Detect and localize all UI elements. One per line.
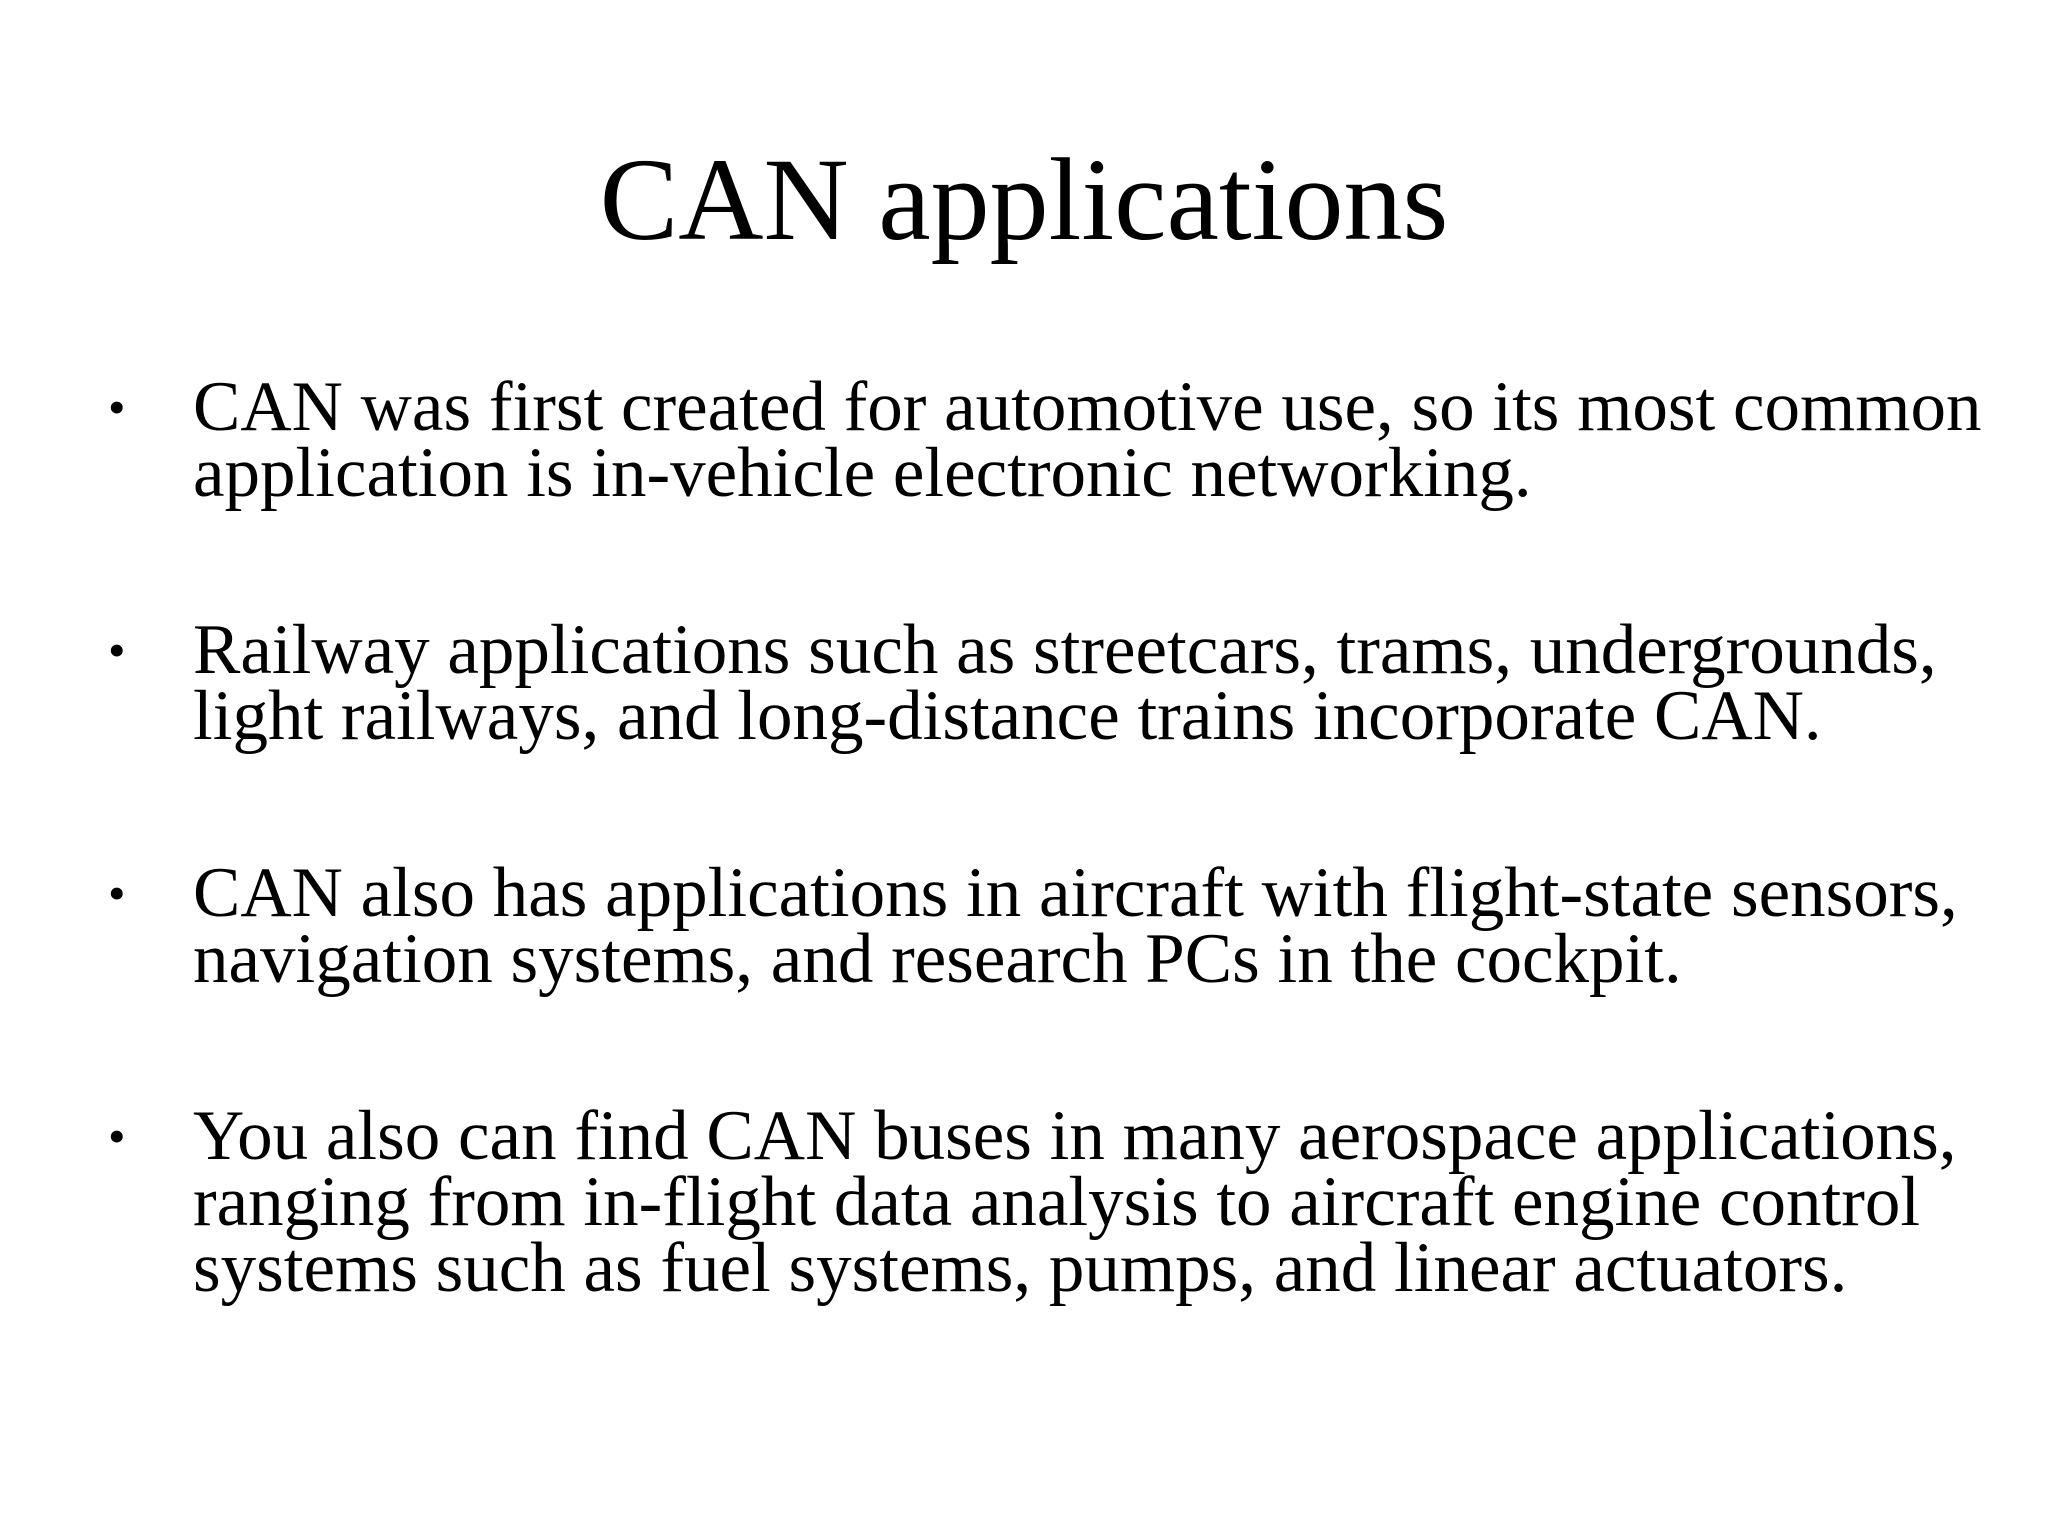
bullet-icon: • bbox=[108, 1108, 126, 1164]
bullet-line: Railway applications such as streetcars, trams, undergrounds, bbox=[193, 611, 1937, 689]
bullet-line: You also can find CAN buses in many aerospace applications, bbox=[193, 1097, 1957, 1175]
bullet-text bbox=[193, 368, 1982, 512]
slide-title: CAN applications bbox=[599, 134, 1449, 265]
bullet-icon: • bbox=[108, 379, 126, 435]
bullet-line: CAN was first created for automotive use, so its most common bbox=[193, 368, 1982, 446]
bullet-line: navigation systems, and research PCs in the cockpit. bbox=[193, 920, 1682, 998]
bullet-line: systems such as fuel systems, pumps, and linear actuators. bbox=[193, 1229, 1848, 1307]
bullet-icon: • bbox=[108, 622, 126, 678]
bullet-line: ranging from in-flight data analysis to aircraft engine control bbox=[193, 1163, 1921, 1241]
bullet-line: light railways, and long-distance trains incorporate CAN. bbox=[193, 677, 1822, 755]
bullet-text bbox=[193, 1097, 1973, 1307]
bullet-line: CAN also has applications in aircraft with flight-state sensors, bbox=[193, 854, 1958, 932]
bullet-line: application is in-vehicle electronic networking. bbox=[193, 434, 1532, 512]
bullet-text bbox=[193, 854, 1973, 998]
bullet-icon: • bbox=[108, 865, 126, 921]
bullet-text bbox=[193, 611, 1973, 755]
